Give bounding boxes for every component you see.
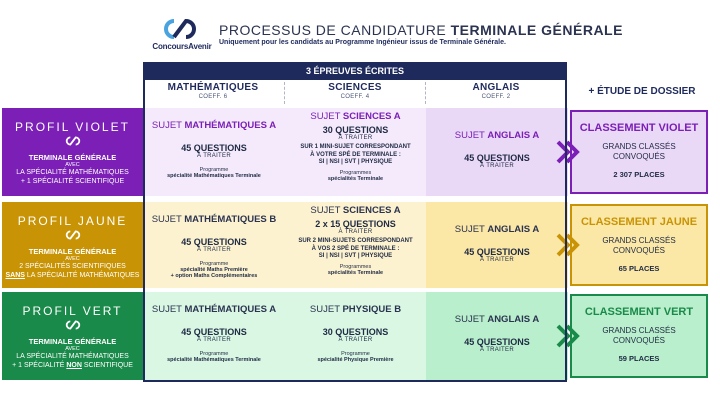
- subject-name: MATHÉMATIQUES A: [184, 304, 277, 315]
- detail-line: SUR 1 MINI-SUJET CORRESPONDANT: [300, 144, 411, 150]
- questions-count: 2 x 15 QUESTIONS: [315, 219, 396, 229]
- classement-label: CLASSEMENT VERT: [584, 306, 694, 318]
- profile-line: LA SPÉCIALITÉ MATHÉMATIQUES: [16, 169, 129, 176]
- a-traiter: À TRAITER: [480, 163, 514, 169]
- subject-prefix: SUJET: [151, 214, 185, 225]
- profile-line-start: + 1 SPÉCIALITÉ: [12, 362, 67, 369]
- logo-name: ConcoursAvenir: [152, 42, 212, 51]
- logo-mark-icon: [64, 320, 82, 330]
- subject-prefix: SUJET: [454, 130, 488, 141]
- a-traiter: À TRAITER: [197, 153, 231, 159]
- profile-line-rest: LA SPÉCIALITÉ MATHÉMATIQUES: [24, 272, 140, 279]
- program-label: Programme: [199, 167, 229, 173]
- profile-name: PROFIL VERT: [22, 304, 123, 318]
- program-value: spécialités Terminale: [327, 269, 384, 276]
- profile-line: + 1 SPÉCIALITÉ SCIENTIFIQUE: [20, 178, 125, 185]
- subject-prefix: SUJET: [310, 205, 343, 216]
- subject-name: MATHÉMATIQUES A: [184, 120, 277, 131]
- profile-line: AVEC: [65, 346, 80, 352]
- title-prefix: PROCESSUS DE CANDIDATURE: [219, 22, 447, 38]
- logo-mark-icon: [64, 230, 82, 240]
- detail-line: SUR 2 MINI-SUJETS CORRESPONDANT: [298, 238, 413, 244]
- program-label: Programmes: [339, 169, 372, 176]
- profile-line: AVEC: [65, 256, 80, 262]
- a-traiter: À TRAITER: [338, 337, 373, 343]
- subject-name: ANGLAIS A: [487, 314, 540, 325]
- questions-count: 45 QUESTIONS: [464, 337, 530, 347]
- subject-name: SCIENCES A: [342, 205, 401, 216]
- questions-count: 45 QUESTIONS: [464, 247, 530, 257]
- profile-jaune: [2, 202, 143, 288]
- col-coeff: COEFF. 6: [198, 94, 228, 100]
- questions-count: 45 QUESTIONS: [464, 153, 530, 163]
- a-traiter: À TRAITER: [480, 257, 514, 263]
- logo-mark-icon: [64, 136, 82, 146]
- places-count: 59 PLACES: [618, 354, 660, 363]
- epreuves-header: 3 ÉPREUVES ÉCRITES: [143, 62, 567, 80]
- grands-label: GRANDS CLASSÉS: [602, 326, 676, 335]
- emphasis: NON: [66, 362, 82, 369]
- grands-classes: [572, 236, 706, 256]
- grands-label: GRANDS CLASSÉS: [602, 236, 676, 245]
- profile-line: TERMINALE GÉNÉRALE: [28, 337, 117, 346]
- program-value: spécialité Mathématiques Terminale: [167, 173, 261, 179]
- questions-count: 30 QUESTIONS: [322, 125, 389, 135]
- subject-prefix: SUJET: [151, 120, 185, 131]
- profile-line: AVEC: [65, 162, 80, 168]
- profile-line: TERMINALE GÉNÉRALE: [28, 153, 117, 162]
- col-title: SCIENCES: [328, 82, 382, 93]
- places-count: 2 307 PLACES: [613, 170, 665, 179]
- detail-line: SI | NSI | SVT | PHYSIQUE: [318, 159, 393, 165]
- epreuves-frame: [143, 62, 567, 382]
- profile-line: 2 SPÉCIALITÉS SCIENTIFIQUES: [19, 263, 126, 270]
- subject-prefix: SUJET: [309, 304, 343, 315]
- convoques-label: CONVOQUÉS: [612, 336, 665, 345]
- places-count: 65 PLACES: [618, 264, 660, 273]
- subject-prefix: SUJET: [454, 314, 488, 325]
- a-traiter: À TRAITER: [338, 229, 373, 235]
- page-subtitle: Uniquement pour les candidats au Programme Ingénieur issus de Terminale Générale.: [219, 39, 506, 46]
- detail-line: À VOTRE SPÉ DE TERMINALE :: [310, 151, 401, 158]
- profile-line: [2, 271, 143, 280]
- title-accent: TERMINALE GÉNÉRALE: [450, 22, 623, 38]
- grands-classes: [572, 326, 706, 346]
- col-title: MATHÉMATIQUES: [167, 82, 259, 93]
- program-value: + option Maths Complémentaires: [170, 273, 258, 279]
- concours-avenir-logo: [150, 18, 214, 58]
- emphasis: SANS: [5, 272, 25, 279]
- classement-label: CLASSEMENT JAUNE: [580, 216, 698, 228]
- col-title: ANGLAIS: [472, 82, 520, 93]
- questions-count: 45 QUESTIONS: [181, 143, 247, 153]
- logo-mark-icon: [160, 18, 200, 40]
- detail-line: SI | NSI | SVT | PHYSIQUE: [318, 253, 393, 259]
- subject-prefix: SUJET: [310, 111, 343, 122]
- a-traiter: À TRAITER: [197, 337, 231, 343]
- col-coeff: COEFF. 4: [340, 94, 370, 100]
- profile-line: TERMINALE GÉNÉRALE: [28, 247, 117, 256]
- a-traiter: À TRAITER: [338, 135, 373, 141]
- result-vert: [570, 294, 708, 378]
- subject-name: ANGLAIS A: [487, 224, 540, 235]
- grands-label: GRANDS CLASSÉS: [602, 142, 676, 151]
- questions-count: 45 QUESTIONS: [181, 237, 247, 247]
- program-label: Programmes: [339, 263, 372, 270]
- program-label: Programme: [199, 351, 229, 357]
- etude-dossier-header: + ÉTUDE DE DOSSIER: [588, 86, 696, 97]
- questions-count: 45 QUESTIONS: [181, 327, 247, 337]
- program-label: Programme: [199, 261, 229, 267]
- profile-violet: [2, 108, 143, 196]
- a-traiter: À TRAITER: [480, 347, 514, 353]
- profile-name: PROFIL JAUNE: [17, 214, 128, 228]
- result-violet: [570, 110, 708, 194]
- program-value: spécialités Terminale: [327, 175, 384, 182]
- subject-name: SCIENCES A: [342, 111, 401, 122]
- col-coeff: COEFF. 2: [481, 94, 511, 100]
- program-label: Programme: [341, 351, 370, 357]
- program-value: spécialité Mathématiques Terminale: [167, 357, 261, 363]
- classement-label: CLASSEMENT VIOLET: [579, 122, 699, 134]
- profile-name: PROFIL VIOLET: [15, 120, 130, 134]
- convoques-label: CONVOQUÉS: [612, 246, 665, 255]
- subject-name: MATHÉMATIQUES B: [184, 214, 277, 225]
- subject-prefix: SUJET: [151, 304, 185, 315]
- profile-vert: [2, 292, 143, 380]
- grands-classes: [572, 142, 706, 162]
- detail-line: À VOS 2 SPÉ DE TERMINALE :: [311, 245, 400, 252]
- program-value: spécialité Physique Première: [317, 357, 394, 363]
- profile-line: [2, 361, 143, 370]
- result-jaune: [570, 204, 708, 286]
- profile-line: LA SPÉCIALITÉ MATHÉMATIQUES: [16, 353, 129, 360]
- questions-count: 30 QUESTIONS: [322, 327, 389, 337]
- a-traiter: À TRAITER: [197, 247, 231, 253]
- profile-line-rest: SCIENTIFIQUE: [81, 362, 133, 369]
- subject-name: ANGLAIS A: [487, 130, 540, 141]
- page-title: [219, 22, 623, 38]
- subject-prefix: SUJET: [454, 224, 488, 235]
- subject-name: PHYSIQUE B: [342, 304, 402, 315]
- program-value: spécialité Maths Première: [180, 267, 248, 273]
- convoques-label: CONVOQUÉS: [612, 152, 665, 161]
